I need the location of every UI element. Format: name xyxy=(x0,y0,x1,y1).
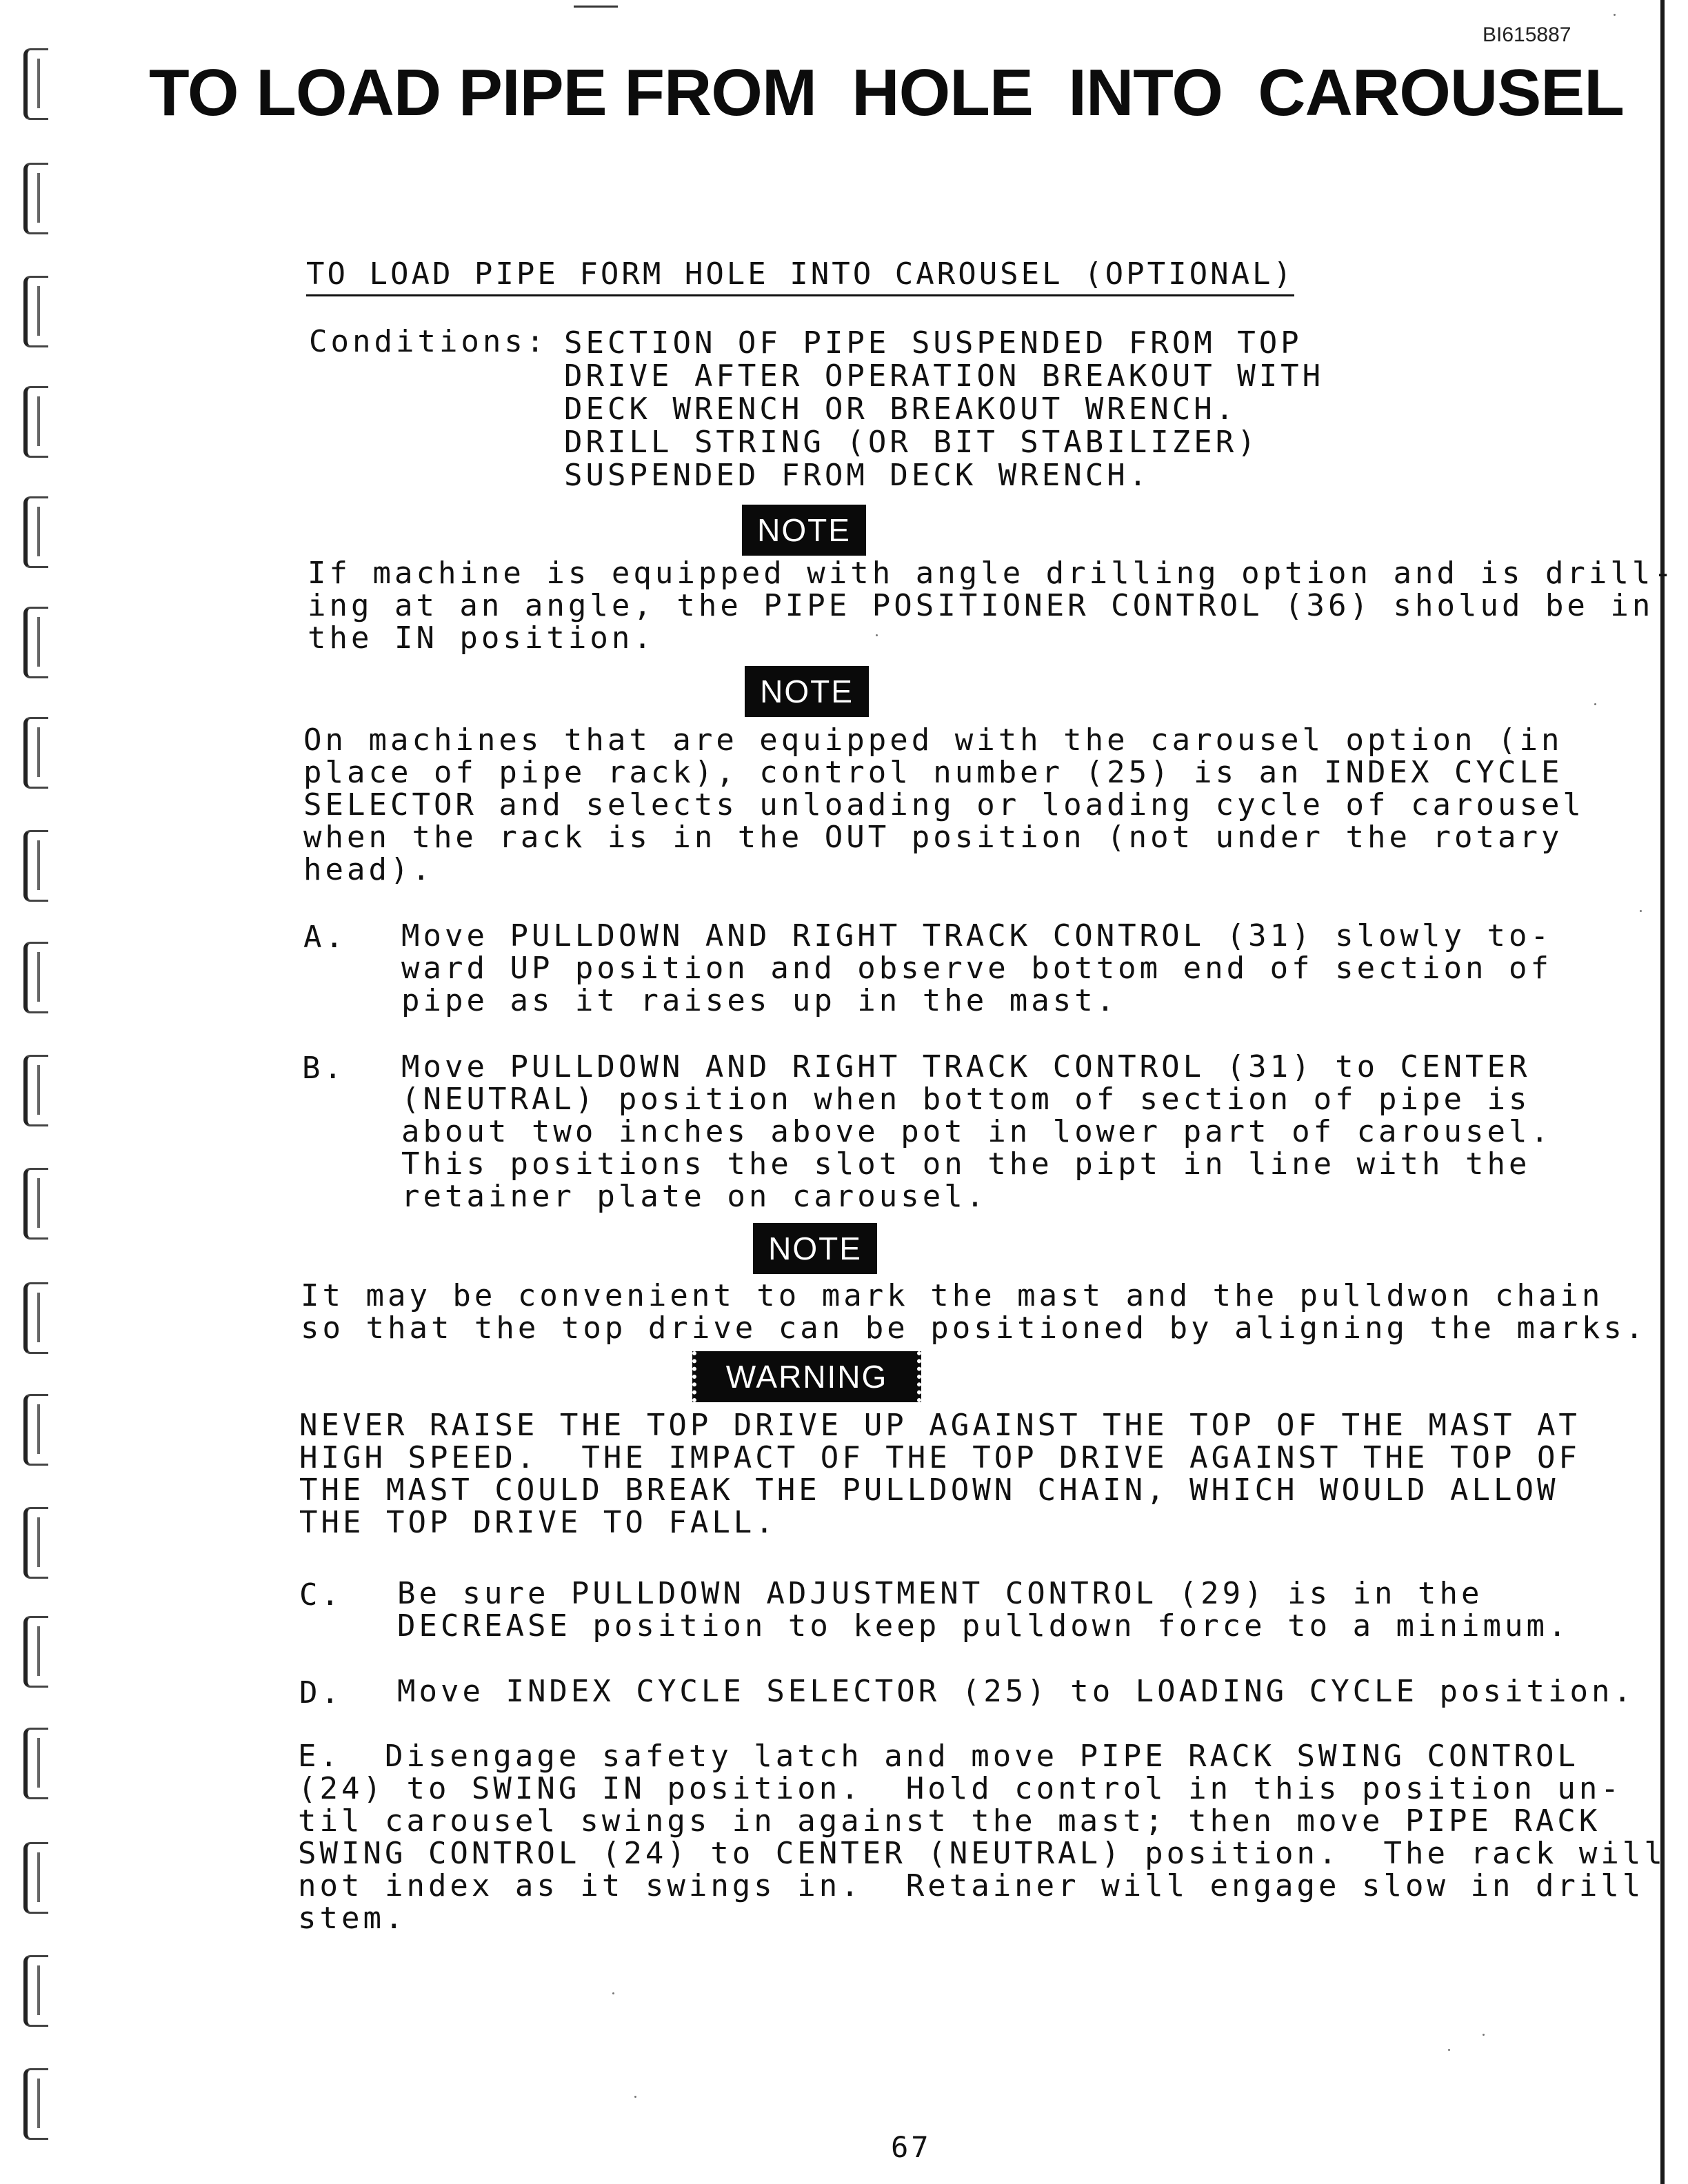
conditions-line: DECK WRENCH OR BREAKOUT WRENCH. xyxy=(564,392,1238,427)
warning-line: HIGH SPEED. THE IMPACT OF THE TOP DRIVE AGAINST THE TOP OF xyxy=(299,1440,1580,1475)
scan-speck xyxy=(1640,910,1642,912)
scan-speck xyxy=(1483,2034,1485,2036)
step-line: SWING CONTROL (24) to CENTER (NEUTRAL) position. The rack will xyxy=(298,1836,1666,1871)
page-number: 67 xyxy=(891,2130,932,2164)
step-line: Be sure PULLDOWN ADJUSTMENT CONTROL (29) is in the xyxy=(397,1576,1483,1611)
conditions-label: Conditions: xyxy=(309,324,548,359)
note-line: so that the top drive can be positioned by aligning the marks. xyxy=(301,1311,1647,1346)
step-line: This positions the slot on the pipt in line with the xyxy=(401,1146,1531,1182)
step-line: ward UP position and observe bottom end of section of xyxy=(401,951,1552,986)
step-line: til carousel swings in against the mast; then move PIPE RACK xyxy=(298,1803,1601,1839)
conditions-text xyxy=(564,327,1324,492)
note-line: ing at an angle, the PIPE POSITIONER CONTROL (36) sholud be in xyxy=(308,588,1654,623)
binder-ring-mark xyxy=(23,1955,48,2027)
scan-speck xyxy=(634,2096,636,2098)
binder-ring-mark xyxy=(23,607,48,678)
document-id: BI615887 xyxy=(1483,23,1571,46)
binder-ring-mark xyxy=(23,1616,48,1688)
step-line: about two inches above pot in lower part of carousel. xyxy=(401,1114,1552,1149)
step-line: (NEUTRAL) position when bottom of section of pipe is xyxy=(401,1082,1531,1117)
step-line: retainer plate on carousel. xyxy=(401,1179,988,1214)
note-text xyxy=(303,724,1585,886)
note-line: when the rack is in the OUT position (not under the rotary xyxy=(303,820,1563,855)
note-badge: NOTE xyxy=(745,666,869,717)
step-line: pipe as it raises up in the mast. xyxy=(401,983,1118,1018)
step-letter: C. xyxy=(299,1577,343,1612)
step-text xyxy=(298,1740,1666,1934)
binder-ring-mark xyxy=(23,717,48,789)
step-line-text: Disengage safety latch and move PIPE RACK SWING CONTROL xyxy=(384,1739,1579,1774)
note-badge: NOTE xyxy=(753,1223,877,1274)
step-line: Move PULLDOWN AND RIGHT TRACK CONTROL (31) to CENTER xyxy=(401,1049,1531,1084)
binder-ring-mark xyxy=(23,1168,48,1240)
binder-ring-mark xyxy=(23,1507,48,1579)
binder-ring-mark xyxy=(23,942,48,1013)
conditions-line: DRIVE AFTER OPERATION BREAKOUT WITH xyxy=(564,358,1325,394)
binder-ring-mark xyxy=(23,1055,48,1126)
step-text xyxy=(401,920,1552,1017)
step-line xyxy=(298,1740,1666,1772)
note-line: If machine is equipped with angle drilling option and is drill- xyxy=(308,556,1676,591)
page-title: TO LOAD PIPE FROM HOLE INTO CAROUSEL xyxy=(149,56,1624,130)
warning-text xyxy=(299,1409,1580,1539)
note-line: head). xyxy=(303,852,434,887)
step-text xyxy=(397,1675,1635,1708)
note-line: the IN position. xyxy=(308,620,655,656)
note-badge: NOTE xyxy=(742,505,866,556)
binder-ring-mark xyxy=(23,48,48,120)
note-text xyxy=(308,557,1676,654)
warning-line: THE MAST COULD BREAK THE PULLDOWN CHAIN, WHICH WOULD ALLOW xyxy=(299,1473,1559,1508)
step-line: stem. xyxy=(298,1901,407,1936)
step-line: (24) to SWING IN position. Hold control in this position un- xyxy=(298,1771,1622,1806)
step-line: Move INDEX CYCLE SELECTOR (25) to LOADING CYCLE position. xyxy=(397,1674,1635,1709)
scan-speck xyxy=(1614,14,1616,16)
binder-ring-mark xyxy=(23,830,48,902)
binder-ring-mark xyxy=(23,386,48,458)
scan-speck xyxy=(876,634,878,636)
scan-speck xyxy=(612,1992,614,1994)
note-line: On machines that are equipped with the carousel option (in xyxy=(303,722,1563,758)
scan-speck xyxy=(1594,703,1596,705)
binder-ring-mark xyxy=(23,1728,48,1799)
step-letter: A. xyxy=(303,920,347,955)
step-line: DECREASE position to keep pulldown force to a minimum. xyxy=(397,1608,1570,1644)
step-letter: D. xyxy=(299,1675,343,1710)
binder-ring-mark xyxy=(23,163,48,234)
binder-ring-mark xyxy=(23,1842,48,1914)
warning-line: NEVER RAISE THE TOP DRIVE UP AGAINST THE TOP OF THE MAST AT xyxy=(299,1408,1580,1443)
step-letter: B. xyxy=(302,1051,345,1086)
binder-ring-mark xyxy=(23,2068,48,2140)
binder-ring-mark xyxy=(23,496,48,568)
warning-line: THE TOP DRIVE TO FALL. xyxy=(299,1505,777,1540)
scan-speck xyxy=(1448,2049,1450,2051)
warning-badge: WARNING xyxy=(692,1351,921,1402)
binder-ring-mark xyxy=(23,1394,48,1466)
top-dash-mark xyxy=(574,6,618,8)
step-line: Move PULLDOWN AND RIGHT TRACK CONTROL (31) slowly to- xyxy=(401,918,1552,953)
note-line: place of pipe rack), control number (25) is an INDEX CYCLE xyxy=(303,755,1563,790)
note-line: It may be convenient to mark the mast and the pulldwon chain xyxy=(301,1278,1604,1313)
conditions-line: SUSPENDED FROM DECK WRENCH. xyxy=(564,458,1151,493)
step-text xyxy=(397,1577,1569,1642)
conditions-line: DRILL STRING (OR BIT STABILIZER) xyxy=(564,425,1259,460)
note-line: SELECTOR and selects unloading or loading cycle of carousel xyxy=(303,787,1585,822)
conditions-line: SECTION OF PIPE SUSPENDED FROM TOP xyxy=(564,325,1303,361)
binder-ring-mark xyxy=(23,1282,48,1354)
step-line: not index as it swings in. Retainer will engage slow in drill xyxy=(298,1868,1645,1903)
section-heading: TO LOAD PIPE FORM HOLE INTO CAROUSEL (OPTIONAL) xyxy=(306,256,1294,296)
binder-ring-mark xyxy=(23,276,48,347)
step-letter: E. xyxy=(298,1739,341,1774)
note-text xyxy=(301,1280,1647,1344)
step-text xyxy=(401,1051,1552,1213)
